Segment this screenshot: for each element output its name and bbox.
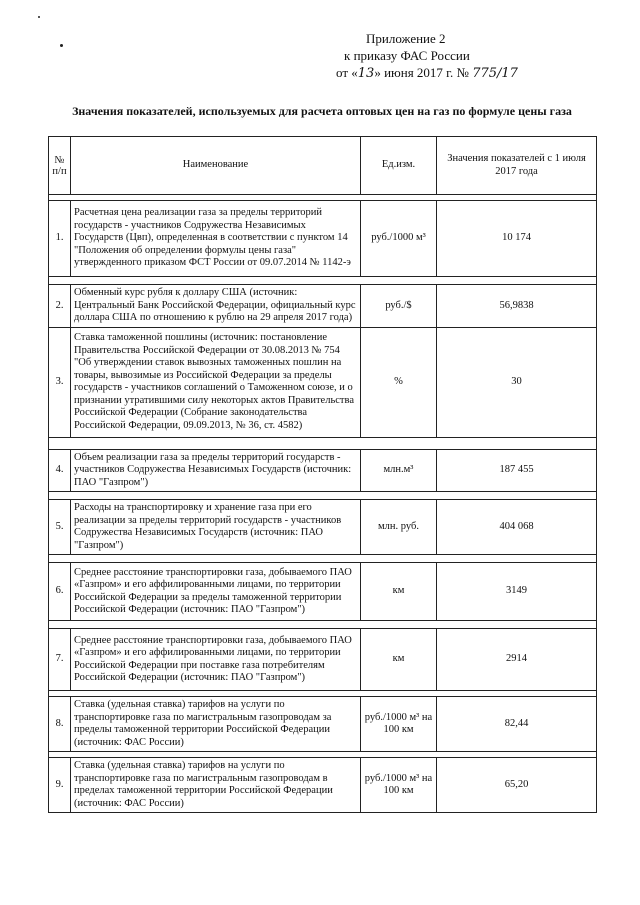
table-row (49, 500, 597, 555)
row-unit: руб./1000 м³ на 100 км (361, 697, 437, 752)
row-name: Среднее расстояние транспортировки газа, добываемого ПАО «Газпром» и его аффилированными лицами, по территории Российской Федерации за пределы таможенной территории Российской Федерации (источник: ПАО "Газпром") (71, 563, 361, 621)
appendix-label: Приложение 2 (366, 31, 446, 46)
header-name: Наименование (71, 137, 361, 195)
scan-speck (60, 44, 63, 47)
table-row (49, 201, 597, 277)
row-value: 82,44 (437, 697, 597, 752)
row-num: 6. (49, 563, 71, 621)
row-name: Ставка (удельная ставка) тарифов на услуги по транспортировке газа по магистральным газопроводам в пределах таможенной территории Российской Федерации (источник: ФАС России) (71, 758, 361, 813)
table-header-row (49, 137, 597, 195)
table-row (49, 563, 597, 621)
row-value: 56,9838 (437, 285, 597, 328)
order-number: 775/17 (472, 66, 518, 81)
row-num: 7. (49, 629, 71, 691)
row-value: 10 174 (437, 201, 597, 277)
header-unit: Ед.изм. (361, 137, 437, 195)
row-unit: млн.м³ (361, 449, 437, 492)
date-prefix: от « (336, 65, 358, 80)
row-value: 65,20 (437, 758, 597, 813)
row-name: Ставка (удельная ставка) тарифов на услуги по транспортировке газа по магистральным газопроводам за пределы таможенной территории Российской Федерации (источник: ФАС России) (71, 697, 361, 752)
row-num: 2. (49, 285, 71, 328)
row-name: Расчетная цена реализации газа за пределы территорий государств - участников Содружества Независимых Государств (Цвп), определенная в соответствии с пунктом 14 "Положения об определении формулы цены газа" утвержденного приказом ФСТ России от 09.07.2014 № 1142-э (71, 201, 361, 277)
row-value: 404 068 (437, 500, 597, 555)
table-row (49, 758, 597, 813)
row-unit: км (361, 563, 437, 621)
date-middle: » июня 2017 г. № (374, 65, 469, 80)
table-row (49, 697, 597, 752)
row-num: 5. (49, 500, 71, 555)
row-num: 1. (49, 201, 71, 277)
table-row (49, 449, 597, 492)
document-title: Значения показателей, используемых для расчета оптовых цен на газ по формуле цены газа (72, 104, 572, 118)
table-row (49, 629, 597, 691)
row-value: 187 455 (437, 449, 597, 492)
row-name: Объем реализации газа за пределы территорий государств - участников Содружества Независимых Государств (источник: ПАО "Газпром") (71, 449, 361, 492)
row-num: 3. (49, 327, 71, 437)
indicators-table (48, 136, 597, 813)
order-date-line (336, 64, 556, 82)
row-unit: млн. руб. (361, 500, 437, 555)
row-unit: руб./1000 м³ (361, 201, 437, 277)
row-unit: руб./$ (361, 285, 437, 328)
row-num: 4. (49, 449, 71, 492)
row-value: 30 (437, 327, 597, 437)
row-name: Ставка таможенной пошлины (источник: постановление Правительства Российской Федерации от 30.08.2013 № 754 "Об утверждении ставок вывозных таможенных пошлин на товары, вывозимые из Российской Федерации за пределы государств - участников соглашений о Таможенном союзе, и о признании утратившими силу некоторых актов Правительства Российской Федерации (Собрание законодательства Российской Федерации, 09.09.2013, № 36, ст. 4582) (71, 327, 361, 437)
row-name: Среднее расстояние транспортировки газа, добываемого ПАО «Газпром» и его аффилированными лицами, по территории Российской Федерации при поставке газа потребителям Российской Федерации (источник: ПАО "Газпром") (71, 629, 361, 691)
table-row (49, 285, 597, 328)
row-unit: км (361, 629, 437, 691)
table-row (49, 327, 597, 437)
row-unit: % (361, 327, 437, 437)
header-num: № п/п (49, 137, 71, 195)
row-value: 2914 (437, 629, 597, 691)
row-name: Обменный курс рубля к доллару США (источник: Центральный Банк Российской Федерации, официальный курс доллара США по отношению к рублю на 29 апреля 2017 года) (71, 285, 361, 328)
row-unit: руб./1000 м³ на 100 км (361, 758, 437, 813)
appendix-header (336, 30, 556, 82)
row-value: 3149 (437, 563, 597, 621)
scan-speck (38, 16, 40, 18)
header-value: Значения показателей с 1 июля 2017 года (437, 137, 597, 195)
date-day: 13 (357, 66, 375, 81)
row-num: 8. (49, 697, 71, 752)
order-label: к приказу ФАС России (344, 48, 470, 63)
row-name: Расходы на транспортировку и хранение газа при его реализации за пределы территорий государств - участников Содружества Независимых Государств (источник: ПАО "Газпром") (71, 500, 361, 555)
row-num: 9. (49, 758, 71, 813)
